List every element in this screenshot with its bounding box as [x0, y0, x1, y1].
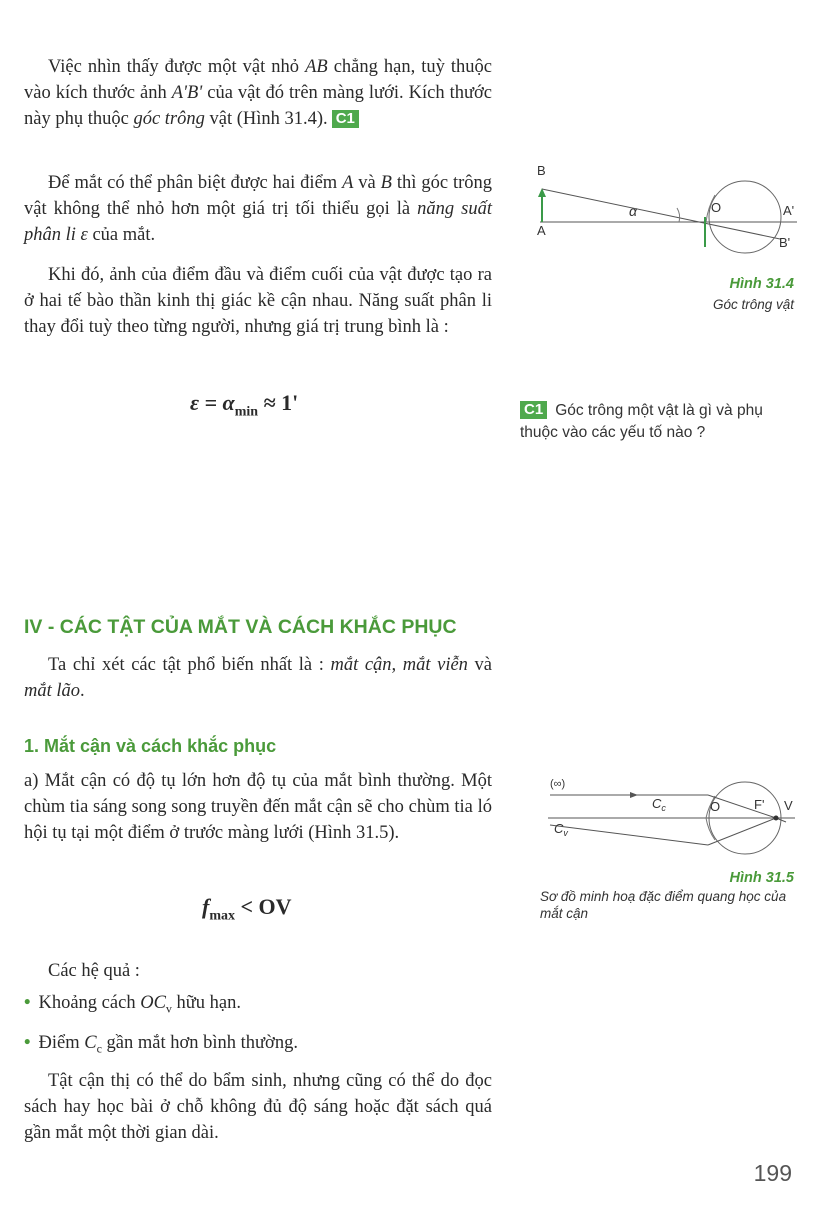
figure-visual-angle [525, 155, 810, 265]
ray-bottom-refracted [708, 818, 776, 845]
label-V: V [784, 798, 793, 813]
figure-31-4-title: Hình 31.4 [729, 276, 794, 292]
eye-circle [709, 181, 781, 253]
label-F-prime: F' [754, 797, 765, 812]
focal-point-dot [774, 816, 779, 821]
paragraph-myopia: a) Mắt cận có độ tụ lớn hơn độ tụ của mắt bình thường. Một chùm tia sáng song song truyền đến mắt cận sẽ cho chùm tia ló hội tụ tại một điểm ở trước màng lưới (Hình 31.5). [24, 771, 492, 843]
paragraph-visual-angle: Việc nhìn thấy được một vật nhỏ AB chẳng hạn, tuỳ thuộc vào kích thước ảnh A'B' của vật đó trên màng lưới. Kích thước này phụ thuộc góc trông vật (Hình 31.4). C1 [24, 57, 492, 129]
bullet-ocv: • Khoảng cách $OC_v$ hữu hạn. [24, 993, 242, 1016]
angle-arc [677, 208, 680, 222]
bullet-dot: • [24, 1033, 31, 1053]
page-number: 199 [753, 1160, 792, 1186]
label-B: B [537, 163, 546, 178]
label-Cc: $C_c$ [652, 796, 666, 813]
bullet-dot: • [24, 993, 31, 1013]
figure-31-4-caption: Góc trông vật [712, 297, 794, 312]
paragraph-resolving-power: Để mắt có thể phân biệt được hai điểm A và B thì góc trông vật không thể nhỏ hơn một giá trị tối thiểu gọi là năng suất phân li ε của mắt. [24, 173, 492, 245]
figure-myopia [540, 770, 802, 870]
consequences-heading: Các hệ quả : [48, 961, 140, 981]
bullet-cc: • Điểm $C_c$ gần mắt hơn bình thường. [24, 1033, 298, 1056]
question-c1: C1 Góc trông một vật là gì và phụ thuộc vào các yếu tố nào ? [520, 401, 763, 441]
formula-resolving-power: $\varepsilon = \alpha_{min} \approx 1'$ [190, 390, 299, 420]
label-infinity: (∞) [550, 778, 566, 790]
label-Cv: $C_v$ [554, 821, 568, 838]
ray-bottom-incident [550, 825, 708, 845]
label-O: O [711, 200, 722, 215]
c1-question-badge[interactable]: C1 [520, 401, 547, 419]
figure-31-5-title: Hình 31.5 [729, 870, 794, 886]
formula-myopia: $f_{max}$ < OV [202, 894, 292, 924]
label-A: A [537, 223, 546, 238]
section-title: IV - CÁC TẬT CỦA MẮT VÀ CÁCH KHẮC PHỤC [24, 616, 457, 638]
paragraph-average-value: Khi đó, ảnh của điểm đầu và điểm cuối của vật được tạo ra ở hai tế bào thần kinh thị giác kề cận nhau. Năng suất phân li thay đổi tuỳ theo từng người, nhưng giá trị trung bình là : [24, 265, 492, 337]
label-A-prime: A' [783, 203, 795, 218]
label-alpha: α [629, 203, 637, 219]
subsection-title: 1. Mắt cận và cách khắc phục [24, 736, 277, 756]
section-intro: Ta chỉ xét các tật phổ biến nhất là : mắt cận, mắt viễn và mắt lão. [24, 655, 492, 701]
ray-line [542, 189, 780, 239]
figure-31-5-caption: Sơ đồ minh hoạ đặc điểm quang học của mắt cận [540, 889, 787, 921]
label-O: O [710, 799, 721, 814]
ray-arrowhead [630, 792, 638, 798]
c1-badge[interactable]: C1 [332, 110, 359, 128]
paragraph-myopia-causes: Tật cận thị có thể do bẩm sinh, nhưng cũng có thể do đọc sách hay học bài ở chỗ không đủ độ sáng hoặc đặt sách quá gần mắt một thời gian dài. [24, 1071, 492, 1143]
label-B-prime: B' [779, 235, 791, 250]
